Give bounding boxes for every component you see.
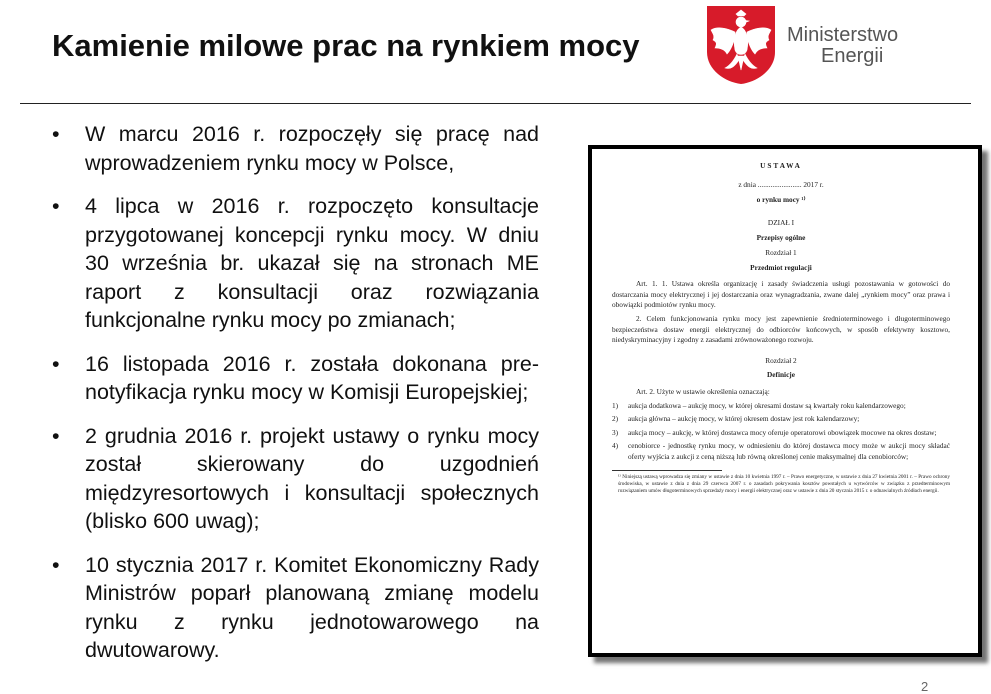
bullet-icon: •	[52, 122, 60, 146]
list-item	[52, 551, 539, 665]
list-item	[52, 422, 539, 536]
header-divider	[20, 103, 971, 104]
doc-art1-paragraph1: Art. 1. 1. Ustawa określa organizację i zasady świadczenia usługi pozostawania w gotowości do dostarczania mocy elektrycznej i jej dostarczania oraz wynagradzania, zwane dalej „rynkiem mocy” oraz prawa i obowiązki podmiotów rynku mocy.	[612, 279, 950, 310]
milestones-list	[52, 120, 539, 680]
bullet-text: W marcu 2016 r. rozpoczęły się pracę nad wprowadzeniem rynku mocy w Polsce,	[85, 122, 539, 175]
bullet-text: 2 grudnia 2016 r. projekt ustawy o rynku mocy został skierowany do uzgodnień międzyresortowych i konsultacji społecznych (blisko 600 uwag);	[85, 423, 539, 533]
doc-date-line: z dnia ........................ 2017 r.	[738, 179, 824, 189]
definition-text: aukcja główna – aukcję mocy, w której okresem dostaw jest rok kalendarzowy;	[628, 414, 860, 424]
bullet-icon: •	[52, 194, 60, 218]
polish-eagle-emblem-icon	[705, 4, 777, 86]
bullet-icon: •	[52, 423, 60, 448]
doc-art1-paragraph2: 2. Celem funkcjonowania rynku mocy jest zapewnienie średnioterminowego i długoterminowego bezpieczeństwa dostaw energii elektrycznej do odbiorców końcowych, w sposób efektywny kosztowo, niedyskryminacyjny i zgodny z zasadami zrównoważonego rozwoju.	[612, 313, 950, 345]
list-item	[52, 350, 539, 407]
doc-rozdzial-2: Rozdział 2	[765, 355, 797, 365]
definition-text: aukcja mocy – aukcję, w której dostawca mocy oferuje operatorowi obowiązek mocowe na okres dostaw;	[628, 427, 937, 437]
law-document-preview	[588, 145, 982, 657]
ministry-logo-text	[787, 25, 898, 67]
bullet-icon: •	[52, 552, 60, 577]
definition-number: 1)	[612, 400, 619, 410]
bullet-text: 10 stycznia 2017 r. Komitet Ekonomiczny Rady Ministrów poparł planowaną zmianę modelu rynku z rynku jednotowarowego na dwutowarowy.	[85, 552, 539, 662]
doc-footnote: ¹⁾ Niniejszą ustawą wprowadza się zmiany w ustawie z dnia 10 kwietnia 1997 r. – Prawo energetyczne, w ustawie z dnia 27 kwietnia 2001 r. – Prawo ochrony środowiska, w ustawie z dnia z dnia 29 czerwca 2007 r. o zasadach pokrywania kosztów powstałych u wytwórców w związku z przedterminowym rozwiązaniem umów długoterminowych sprzedaży mocy i energii elektrycznej oraz w ustawie z dnia 20 stycznia 2015 r. o odnawialnych źródłach energii.	[618, 474, 950, 494]
list-item	[612, 414, 950, 425]
doc-dzial-title: Przepisy ogólne	[756, 233, 806, 243]
doc-rozdzial-1-title: Przedmiot regulacji	[750, 262, 812, 272]
list-item	[612, 441, 950, 462]
definition-number: 4)	[612, 441, 619, 451]
doc-heading: USTAWA	[760, 161, 802, 170]
slide-title: Kamienie milowe prac na rynkiem mocy	[52, 28, 640, 63]
definition-text: cenobiorce - jednostkę rynku mocy, w odniesieniu do której dostawca mocy może w aukcji mocy składać oferty wyjścia z aukcji z ceną niższą lub równą określonej cenie maksymalnej dla cenobiorców;	[628, 441, 950, 461]
bullet-icon: •	[52, 351, 60, 376]
list-item	[612, 401, 950, 412]
definition-text: aukcja dodatkowa – aukcję mocy, w której okresami dostaw są kwartały roku kalendarzowego;	[628, 400, 906, 410]
doc-dzial: DZIAŁ I	[767, 217, 795, 227]
definition-number: 2)	[612, 414, 619, 424]
list-item	[52, 192, 539, 335]
logo-line-energii: Energii	[821, 45, 884, 67]
document-page	[612, 161, 950, 494]
page-number: 2	[921, 679, 929, 694]
bullet-text: 16 listopada 2016 r. została dokonana pre-notyfikacja rynku mocy w Komisji Europejskiej;	[85, 351, 539, 404]
doc-rozdzial-1: Rozdział 1	[765, 247, 797, 257]
doc-art2-intro: Art. 2. Użyte w ustawie określenia oznaczają:	[636, 386, 770, 396]
doc-rozdzial-2-title: Definicje	[767, 370, 795, 380]
doc-definitions-list	[612, 401, 950, 463]
definition-number: 3)	[612, 427, 619, 437]
logo-line-ministerstwo: Ministerstwo	[787, 24, 899, 46]
bullet-text: 4 lipca w 2016 r. rozpoczęto konsultacje przygotowanej koncepcji rynku mocy. W dniu 30 września br. ukazał się na stronach ME raport z konsultacji oraz rozwiązania funkcjonalne rynku mocy po zmianach;	[85, 194, 539, 332]
doc-subject: o rynku mocy ¹⁾	[756, 195, 806, 205]
list-item	[52, 120, 539, 177]
list-item	[612, 428, 950, 439]
footnote-divider	[612, 470, 722, 471]
